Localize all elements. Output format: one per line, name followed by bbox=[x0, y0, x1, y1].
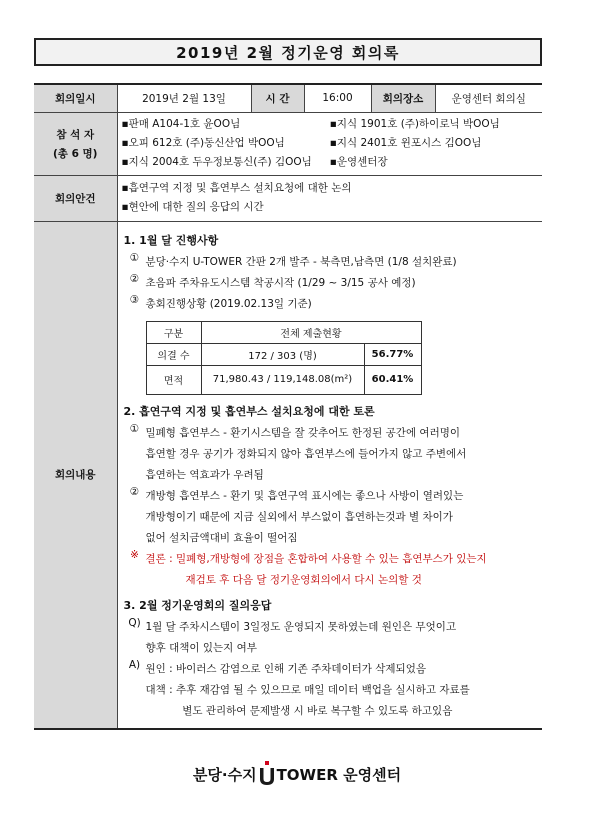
date-label: 회의일시 bbox=[34, 84, 117, 112]
section-2-title: 2. 흡연구역 지정 및 흡연부스 설치요청에 대한 토론 bbox=[123, 404, 375, 418]
attendees-label: 참 석 자 (총 6 명) bbox=[34, 112, 117, 175]
answer-item: A) 원인 : 바이러스 감염으로 인해 기존 주차데이터가 삭제되었음 대책 : 추후 재감염 될 수 있으므로 매일 데이터 백업을 실시하고 자료를 별도 관리하여 문제발생 시 바로 복구할 수 있도록 하고있음 bbox=[128, 658, 470, 717]
vote-status-table bbox=[146, 321, 422, 395]
document-title: 2019년 2월 정기운영 회의록 bbox=[176, 43, 400, 62]
attendee: ▪지식 1901호 (주)하이로닉 박OO님 bbox=[329, 118, 500, 130]
agenda-item: ▪현안에 대한 질의 응답의 시간 bbox=[121, 201, 264, 213]
agenda-row bbox=[34, 175, 542, 221]
footer-right-text: TOWER 운영센터 bbox=[276, 765, 402, 784]
time-value: 16:00 bbox=[304, 84, 371, 112]
list-item: ③ 총회진행상황 (2019.02.13일 기준) bbox=[129, 293, 312, 310]
minutes-table bbox=[34, 83, 542, 730]
place-label: 회의장소 bbox=[371, 84, 435, 112]
question-item: Q) 1월 달 주차시스템이 3일정도 운영되지 못하였는데 원인은 무엇이고 향후 대책이 있는지 여부 bbox=[128, 616, 457, 654]
content-row bbox=[34, 221, 542, 729]
section-3-title: 3. 2월 정기운영회의 질의응답 bbox=[123, 598, 272, 612]
date-value: 2019년 2월 13일 bbox=[117, 84, 251, 112]
attendees-list bbox=[117, 112, 542, 175]
attendee: ▪판매 A104-1호 윤OO님 bbox=[121, 118, 241, 130]
table-header: 구분 bbox=[146, 321, 201, 343]
agenda-label: 회의안건 bbox=[34, 175, 117, 221]
attendee: ▪지식 2004호 두우정보통신(주) 김OO님 bbox=[121, 156, 312, 168]
meeting-info-row bbox=[34, 84, 542, 112]
attendee: ▪오피 612호 (주)동신산업 박OO님 bbox=[121, 137, 285, 149]
content-label: 회의내용 bbox=[34, 221, 117, 729]
title-box bbox=[34, 38, 542, 66]
list-item: ② 개방형 흡연부스 - 환기 및 흡연구역 표시에는 좋으나 사방이 열려있는 개방형이기 때문에 지금 실외에서 부스없이 흡연하는것과 별 차이가 없어 설치금액대비 효율이 떨어짐 bbox=[129, 485, 464, 544]
place-value: 운영센터 회의실 bbox=[435, 84, 542, 112]
footer-logo bbox=[0, 760, 594, 788]
time-label: 시 간 bbox=[251, 84, 304, 112]
list-item: ① 분당·수지 U-TOWER 간판 2개 발주 - 북측면,남측면 (1/8 설치완료) bbox=[129, 251, 457, 268]
attendee: ▪운영센터장 bbox=[329, 156, 388, 168]
footer-left-text: 분당·수지 bbox=[192, 765, 257, 784]
list-item: ② 초음파 주차유도시스템 착공시작 (1/29 ~ 3/15 공사 예정) bbox=[129, 272, 416, 289]
table-row: 의결 수 172 / 303 (명) 56.77% bbox=[146, 343, 421, 365]
section-1-title: 1. 1월 달 진행사항 bbox=[123, 233, 219, 247]
content-body bbox=[117, 221, 542, 729]
conclusion-note: ※ 결론 : 밀폐형,개방형에 장점을 혼합하여 사용할 수 있는 흡연부스가 있는지 재검토 후 다음 달 정기운영회의에서 다시 논의할 것 bbox=[130, 548, 487, 586]
table-row: 면적 71,980.43 / 119,148.08(m²) 60.41% bbox=[146, 365, 421, 394]
table-header: 전체 제출현황 bbox=[201, 321, 421, 343]
list-item: ① 밀폐형 흡연부스 - 환기시스템을 잘 갖추어도 한정된 공간에 여러명이 흡연할 경우 공기가 정화되지 않아 흡연부스에 들어가지 않고 주변에서 흡연하는 역효과가 우려됨 bbox=[129, 422, 467, 481]
attendee: ▪지식 2401호 윈포시스 김OO님 bbox=[329, 137, 482, 149]
attendees-row bbox=[34, 112, 542, 175]
agenda-item: ▪흡연구역 지정 및 흡연부스 설치요청에 대한 논의 bbox=[121, 182, 352, 194]
agenda-list bbox=[117, 175, 542, 221]
u-logo-icon bbox=[258, 761, 276, 787]
